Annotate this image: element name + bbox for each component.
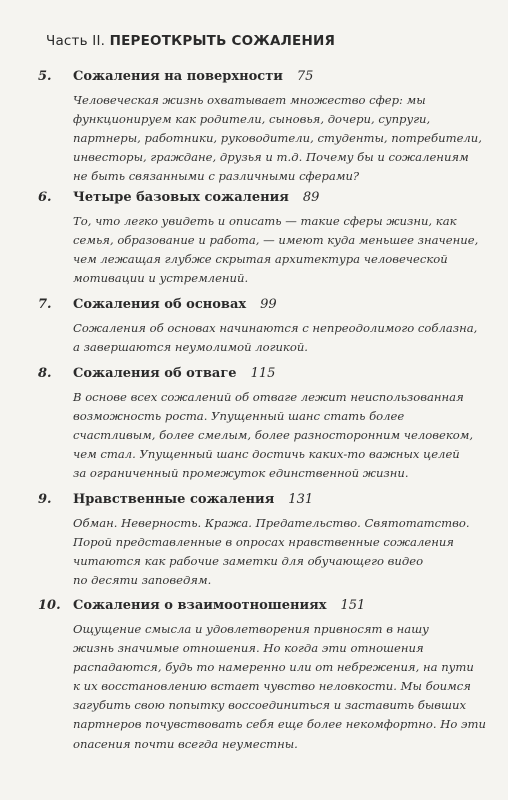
chapter-page-number: 75 bbox=[296, 69, 314, 84]
description-line: к их восстановлению встает чувство неловкости. Мы боимся bbox=[73, 679, 471, 694]
chapter-heading bbox=[73, 190, 319, 205]
chapter-number: 5. bbox=[38, 69, 52, 84]
chapter-title: Нравственные сожаления bbox=[73, 492, 275, 507]
description-line: В основе всех сожалений об отваге лежит неиспользованная bbox=[73, 390, 464, 404]
chapter-title: Сожаления о взаимоотношениях bbox=[73, 598, 327, 613]
chapter-page-number: 115 bbox=[250, 366, 276, 381]
description-line: чем лежащая глубже скрытая архитектура человеческой bbox=[73, 252, 448, 267]
description-line: читаются как рабочие заметки для обучающего видео bbox=[73, 554, 424, 569]
chapter-description bbox=[73, 212, 479, 288]
chapter-title: Четыре базовых сожаления bbox=[73, 190, 289, 205]
description-line: инвесторы, граждане, друзья и т.д. Почему бы и сожалениям bbox=[73, 150, 469, 165]
chapter-page-number: 151 bbox=[340, 598, 366, 613]
part-label: Часть II. bbox=[46, 33, 106, 49]
chapter-description bbox=[73, 319, 478, 357]
description-line: Ощущение смысла и удовлетворения привносят в нашу bbox=[73, 622, 429, 636]
chapter-number: 10. bbox=[38, 598, 61, 613]
description-line: счастливым, более смелым, более разносторонним человеком, bbox=[73, 428, 474, 443]
description-line: То, что легко увидеть и описать — такие сферы жизни, как bbox=[73, 214, 457, 228]
chapter-number: 7. bbox=[38, 297, 52, 312]
chapter-heading bbox=[73, 598, 365, 613]
description-line: по десяти заповедям. bbox=[73, 573, 212, 588]
chapter-page-number: 131 bbox=[288, 492, 314, 507]
chapter-description bbox=[73, 620, 486, 754]
chapter-heading bbox=[73, 366, 275, 381]
description-line: загубить свою попытку воссоединиться и заставить бывших bbox=[73, 698, 467, 713]
chapter-title: Сожаления на поверхности bbox=[73, 69, 283, 84]
description-line: чем стал. Упущенный шанс достичь каких-то важных целей bbox=[73, 447, 460, 462]
part-header bbox=[46, 33, 335, 49]
chapter-number: 6. bbox=[38, 190, 52, 205]
description-line: Порой представленные в опросах нравственные сожаления bbox=[73, 535, 454, 550]
description-line: распадаются, будь то намеренно или от небрежения, на пути bbox=[73, 660, 474, 675]
description-line: партнеров почувствовать себя еще более некомфортно. Но эти bbox=[73, 717, 486, 732]
description-line: жизнь значимые отношения. Но когда эти отношения bbox=[73, 641, 424, 656]
chapter-page-number: 89 bbox=[302, 190, 320, 205]
description-line: партнеры, работники, руководители, студенты, потребители, bbox=[73, 131, 482, 146]
chapter-heading bbox=[73, 492, 313, 507]
description-line: семья, образование и работа, — имеют куда меньшее значение, bbox=[73, 233, 479, 248]
chapter-number: 8. bbox=[38, 366, 52, 381]
description-line: мотивации и устремлений. bbox=[73, 271, 249, 286]
description-line: опасения почти всегда неуместны. bbox=[73, 736, 298, 751]
description-line: а завершаются неумолимой логикой. bbox=[73, 340, 308, 355]
description-line: Сожаления об основах начинаются с непреодолимого соблазна, bbox=[73, 321, 478, 335]
description-line: за ограниченный промежуток единственной жизни. bbox=[73, 466, 409, 481]
description-line: Обман. Неверность. Кража. Предательство. Святотатство. bbox=[73, 516, 470, 530]
description-line: функционируем как родители, сыновья, дочери, супруги, bbox=[73, 112, 431, 127]
description-line: Человеческая жизнь охватывает множество сфер: мы bbox=[73, 93, 426, 107]
part-title: ПЕРЕОТКРЫТЬ СОЖАЛЕНИЯ bbox=[109, 33, 336, 49]
chapter-description bbox=[73, 514, 468, 590]
chapter-number: 9. bbox=[38, 492, 52, 507]
chapter-page-number: 99 bbox=[260, 297, 277, 312]
description-line: не быть связанными с различными сферами? bbox=[73, 169, 360, 184]
chapter-title: Сожаления об отваге bbox=[73, 366, 237, 381]
chapter-title: Сожаления об основах bbox=[73, 297, 247, 312]
chapter-heading bbox=[73, 297, 277, 312]
description-line: возможность роста. Упущенный шанс стать более bbox=[73, 409, 405, 424]
chapter-heading bbox=[73, 69, 313, 84]
chapter-description bbox=[73, 91, 482, 186]
chapter-description bbox=[73, 388, 474, 483]
